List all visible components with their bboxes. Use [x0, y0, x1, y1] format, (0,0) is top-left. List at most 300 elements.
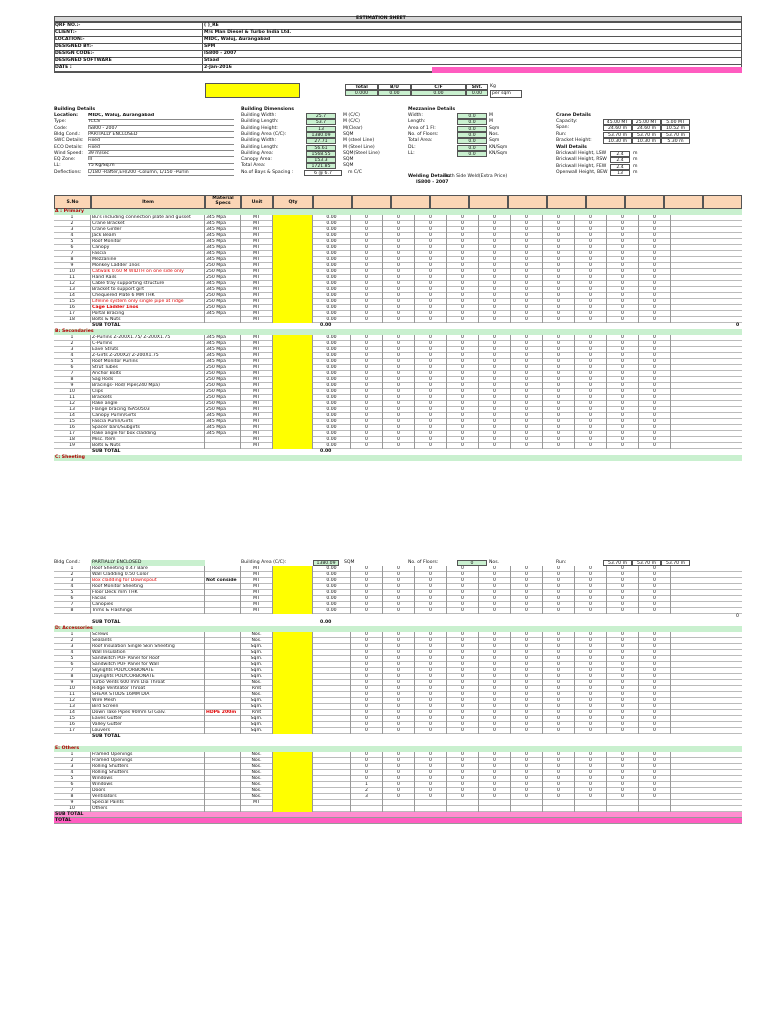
- row-zero-cell: 0: [575, 245, 607, 251]
- subtotal-label: SUB TOTAL: [92, 449, 121, 454]
- row-material: 250 Mpa: [205, 275, 241, 281]
- row-zero-cell: 0: [415, 686, 447, 692]
- row-zero-cell: 0: [575, 794, 607, 800]
- row-zero-cell: 0: [415, 680, 447, 686]
- row-zero-cell: 0: [639, 656, 671, 662]
- row-unit: Sqm.: [241, 650, 273, 656]
- row-zero-cell: 0: [447, 239, 479, 245]
- row-zero-cell: 0: [575, 644, 607, 650]
- row-zero-cell: 0: [351, 419, 383, 425]
- row-value: 0.00: [313, 269, 351, 275]
- row-zero-cell: 0: [479, 680, 511, 686]
- row-zero-cell: 0: [383, 233, 415, 239]
- row-zero-cell: 0: [543, 407, 575, 413]
- row-zero-cell: 0: [607, 770, 639, 776]
- row-zero-cell: 0: [639, 443, 671, 449]
- row-zero-cell: 0: [479, 632, 511, 638]
- row-zero-cell: 0: [479, 275, 511, 281]
- row-unit: Sqm.: [241, 674, 273, 680]
- row-zero-cell: 0: [639, 752, 671, 758]
- row-zero-cell: 0: [511, 674, 543, 680]
- row-number: 18: [54, 437, 91, 443]
- row-zero-cell: 0: [479, 437, 511, 443]
- final-subtotal-label: SUB TOTAL: [55, 812, 84, 817]
- row-value: 0.00: [313, 221, 351, 227]
- row-zero-cell: 0: [351, 710, 383, 716]
- row-zero-cell: 0: [639, 437, 671, 443]
- row-zero-cell: 0: [607, 632, 639, 638]
- row-zero-cell: 0: [383, 293, 415, 299]
- row-zero-cell: 0: [383, 281, 415, 287]
- mezzanine-value: 0.0: [457, 113, 487, 119]
- row-item: Bolts & Nuts: [91, 443, 205, 449]
- crane-label: Capacity:: [556, 119, 578, 124]
- header-value: SPM: [204, 44, 216, 49]
- row-zero-cell: 0: [351, 239, 383, 245]
- row-zero-cell: 0: [607, 263, 639, 269]
- row-number: 7: [54, 251, 91, 257]
- row-zero-cell: 0: [479, 305, 511, 311]
- row-zero-cell: 0: [511, 251, 543, 257]
- row-value: 0.00: [313, 317, 351, 323]
- row-zero-cell: 0: [383, 764, 415, 770]
- row-number: 2: [54, 221, 91, 227]
- row-zero-cell: 0: [415, 371, 447, 377]
- row-zero-cell: 0: [607, 245, 639, 251]
- row-zero-cell: 0: [351, 341, 383, 347]
- totals-header: C/F: [411, 84, 466, 90]
- mezzanine-unit: M: [489, 113, 493, 118]
- row-zero-cell: 0: [383, 407, 415, 413]
- row-zero-cell: 1: [351, 782, 383, 788]
- row-zero-cell: 0: [447, 602, 479, 608]
- row-zero-cell: 0: [607, 710, 639, 716]
- row-material: 345 Mpa: [205, 335, 241, 341]
- row-zero-cell: 0: [415, 377, 447, 383]
- row-zero-cell: 0: [479, 572, 511, 578]
- row-zero-cell: 0: [575, 788, 607, 794]
- row-material: 345 Mpa: [205, 425, 241, 431]
- row-item: Z-Girts Z-200X2/ Z-200X1.75: [91, 353, 205, 359]
- row-unit: Nos.: [241, 788, 273, 794]
- table-header-extra-cell: [586, 195, 625, 209]
- row-zero-cell: 0: [511, 704, 543, 710]
- building-detail-value: Fixed: [88, 138, 234, 145]
- mezzanine-value: 0.0: [457, 151, 487, 157]
- row-zero-cell: 0: [447, 341, 479, 347]
- row-number: 7: [54, 788, 91, 794]
- row-zero-cell: 0: [447, 305, 479, 311]
- row-material: 250 Mpa: [205, 263, 241, 269]
- row-zero-cell: 0: [607, 698, 639, 704]
- row-zero-cell: 0: [639, 365, 671, 371]
- row-number: 17: [54, 311, 91, 317]
- row-zero-cell: 0: [543, 680, 575, 686]
- row-unit: MT: [241, 443, 273, 449]
- wall-value: 13: [610, 170, 630, 176]
- row-zero-cell: 0: [479, 716, 511, 722]
- row-zero-cell: 0: [639, 257, 671, 263]
- row-zero-cell: 0: [511, 680, 543, 686]
- row-zero-cell: 0: [639, 596, 671, 602]
- row-zero-cell: 0: [511, 443, 543, 449]
- row-zero-cell: 0: [351, 686, 383, 692]
- row-zero-cell: 0: [607, 578, 639, 584]
- row-zero-cell: 0: [543, 662, 575, 668]
- row-zero-cell: 0: [383, 383, 415, 389]
- row-zero-cell: 0: [351, 590, 383, 596]
- row-unit: MT: [241, 215, 273, 221]
- row-zero-cell: 0: [415, 317, 447, 323]
- row-zero-cell: 0: [511, 698, 543, 704]
- row-item: Wall Insulation: [91, 650, 205, 656]
- row-zero-cell: 0: [575, 722, 607, 728]
- row-zero-cell: 0: [511, 710, 543, 716]
- row-zero-cell: 0: [447, 281, 479, 287]
- row-zero-cell: 0: [351, 431, 383, 437]
- row-number: 1: [54, 215, 91, 221]
- row-zero-cell: 0: [607, 257, 639, 263]
- row-zero-cell: 0: [543, 644, 575, 650]
- row-item: Rolling Shutters: [91, 770, 205, 776]
- row-zero-cell: 0: [447, 419, 479, 425]
- row-zero-cell: 0: [607, 572, 639, 578]
- row-item: Roof Sheeting 0.47 Bare: [91, 566, 205, 572]
- row-zero-cell: 0: [511, 269, 543, 275]
- row-qty: [273, 317, 313, 323]
- dimension-label: Building Width:: [241, 113, 276, 118]
- row-zero-cell: 0: [607, 269, 639, 275]
- row-zero-cell: 0: [479, 752, 511, 758]
- row-unit: Nos.: [241, 638, 273, 644]
- row-zero-cell: 0: [543, 602, 575, 608]
- row-unit: MT: [241, 425, 273, 431]
- dimension-value: 13: [306, 126, 336, 132]
- row-unit: Rmt: [241, 686, 273, 692]
- row-zero-cell: 0: [607, 413, 639, 419]
- row-zero-cell: 0: [447, 566, 479, 572]
- row-number: 5: [54, 359, 91, 365]
- row-zero-cell: 0: [607, 782, 639, 788]
- row-item: Bracings- Rod/ Pipe(240 Mpa): [91, 383, 205, 389]
- row-zero-cell: 0: [415, 698, 447, 704]
- row-item: Sandwitch PUF Panel for Wall: [91, 662, 205, 668]
- row-zero-cell: 0: [543, 752, 575, 758]
- row-zero-cell: 0: [383, 650, 415, 656]
- row-zero-cell: 0: [607, 251, 639, 257]
- row-zero-cell: 0: [511, 317, 543, 323]
- row-number: 4: [54, 233, 91, 239]
- row-zero-cell: 0: [511, 413, 543, 419]
- wall-label: Brickwall Height, RSW: [556, 157, 607, 163]
- row-number: 17: [54, 431, 91, 437]
- row-zero-cell: 0: [543, 239, 575, 245]
- row-zero-cell: 0: [447, 680, 479, 686]
- mezzanine-value: 0.0: [457, 138, 487, 144]
- row-zero-cell: 0: [575, 650, 607, 656]
- row-zero-cell: 0: [383, 638, 415, 644]
- row-item: Crane Girder: [91, 227, 205, 233]
- section-title: A : Primary: [54, 209, 742, 215]
- row-zero-cell: 0: [351, 608, 383, 614]
- building-detail-value: III: [88, 157, 234, 164]
- row-zero-cell: 0: [543, 299, 575, 305]
- row-zero-cell: 0: [543, 335, 575, 341]
- row-zero-cell: 0: [511, 215, 543, 221]
- row-zero-cell: 0: [351, 770, 383, 776]
- table-header-extra-cell: [664, 195, 703, 209]
- row-zero-cell: 0: [575, 578, 607, 584]
- row-zero-cell: 0: [607, 704, 639, 710]
- row-zero-cell: 0: [543, 437, 575, 443]
- dimension-value: 1380.09: [306, 132, 336, 138]
- row-zero-cell: 0: [511, 668, 543, 674]
- row-value: 0.00: [313, 263, 351, 269]
- row-value: 0.00: [313, 437, 351, 443]
- mezzanine-label: Width:: [408, 113, 423, 118]
- row-value: 0.00: [313, 566, 351, 572]
- row-number: 13: [54, 407, 91, 413]
- row-zero-cell: 0: [543, 221, 575, 227]
- row-zero-cell: 0: [383, 311, 415, 317]
- row-number: 13: [54, 704, 91, 710]
- row-zero-cell: 0: [639, 662, 671, 668]
- dimension-label: No.of Bays & Spacing :: [241, 169, 294, 175]
- row-zero-cell: 0: [639, 788, 671, 794]
- row-zero-cell: 2: [351, 788, 383, 794]
- row-zero-cell: 0: [543, 572, 575, 578]
- row-zero-cell: 0: [639, 638, 671, 644]
- wall-value: 2.4: [610, 164, 630, 170]
- dimension-value: 27.71: [306, 138, 336, 144]
- row-zero-cell: 0: [511, 431, 543, 437]
- row-zero-cell: 0: [639, 395, 671, 401]
- row-unit: MT: [241, 335, 273, 341]
- row-zero-cell: 0: [607, 353, 639, 359]
- row-zero-cell: 0: [447, 776, 479, 782]
- row-zero-cell: 0: [383, 704, 415, 710]
- row-zero-cell: 0: [351, 758, 383, 764]
- row-zero-cell: 0: [383, 425, 415, 431]
- row-number: 2: [54, 572, 91, 578]
- row-zero-cell: 0: [447, 722, 479, 728]
- table-header-sno: S.No: [54, 195, 91, 209]
- row-zero-cell: 0: [575, 335, 607, 341]
- row-zero-cell: 0: [383, 341, 415, 347]
- row-material: 345 Mpa: [205, 251, 241, 257]
- row-zero-cell: 0: [479, 383, 511, 389]
- totals-unit-kg: Kg: [490, 84, 496, 89]
- row-zero-cell: 0: [575, 764, 607, 770]
- dimension-label: Building Length:: [241, 119, 279, 125]
- row-zero-cell: 0: [479, 431, 511, 437]
- row-number: 5: [54, 239, 91, 245]
- row-zero-cell: 0: [447, 431, 479, 437]
- row-zero-cell: 0: [543, 413, 575, 419]
- row-zero-cell: 0: [351, 674, 383, 680]
- row-zero-cell: 0: [351, 650, 383, 656]
- row-zero-cell: 0: [351, 245, 383, 251]
- row-item: Jack Beam: [91, 233, 205, 239]
- row-zero-cell: 0: [415, 293, 447, 299]
- mezzanine-unit: KN/Sqm: [489, 144, 508, 150]
- row-zero-cell: 0: [543, 227, 575, 233]
- row-zero-cell: 0: [479, 656, 511, 662]
- row-item: Canopy: [91, 245, 205, 251]
- row-number: 4: [54, 770, 91, 776]
- row-zero-cell: 0: [447, 245, 479, 251]
- dimension-label: Building Area:: [241, 150, 274, 156]
- row-zero-cell: 0: [607, 431, 639, 437]
- row-zero-cell: 0: [607, 389, 639, 395]
- row-unit: MT: [241, 221, 273, 227]
- sheeting-subtotal-end: 0: [736, 614, 739, 619]
- row-item: Turbo Vents 600 mm Dia Throat: [91, 680, 205, 686]
- row-zero-cell: 0: [607, 299, 639, 305]
- dimension-unit: SQM: [343, 157, 354, 163]
- row-material: 250 Mpa: [205, 401, 241, 407]
- row-zero-cell: 0: [575, 584, 607, 590]
- row-number: 9: [54, 383, 91, 389]
- row-number: 15: [54, 716, 91, 722]
- building-detail-label: Code:: [54, 125, 68, 131]
- row-zero-cell: 0: [479, 662, 511, 668]
- row-zero-cell: 0: [543, 215, 575, 221]
- row-zero-cell: 0: [383, 716, 415, 722]
- row-zero-cell: 0: [479, 728, 511, 734]
- sheeting-run-value: 53.70 m: [632, 560, 661, 566]
- row-zero-cell: 0: [383, 299, 415, 305]
- row-value: 0.00: [313, 287, 351, 293]
- row-zero-cell: 0: [511, 341, 543, 347]
- row-zero-cell: 0: [351, 680, 383, 686]
- building-detail-value: PARTIALLY ENCLOSED: [88, 132, 234, 139]
- row-value: 0.00: [313, 572, 351, 578]
- section-d-title: D: Accessories: [54, 626, 742, 632]
- row-zero-cell: 0: [447, 443, 479, 449]
- dimension-label: Building Area (C/C):: [241, 131, 287, 137]
- row-unit: Sqm.: [241, 662, 273, 668]
- header-frame: [54, 22, 742, 73]
- row-item: Framed Openings: [91, 758, 205, 764]
- row-zero-cell: 0: [543, 251, 575, 257]
- row-zero-cell: 0: [639, 269, 671, 275]
- header-value: MIDC, Waluj, Aurangabad: [204, 37, 271, 42]
- row-zero-cell: 0: [351, 578, 383, 584]
- row-value: 0.00: [313, 335, 351, 341]
- row-zero-cell: 0: [479, 776, 511, 782]
- row-zero-cell: 0: [383, 722, 415, 728]
- row-zero-cell: 0: [479, 395, 511, 401]
- wall-label: Openwall Height, BEW: [556, 169, 608, 175]
- row-zero-cell: 0: [415, 578, 447, 584]
- row-zero-cell: 0: [543, 758, 575, 764]
- row-zero-cell: 0: [383, 251, 415, 257]
- row-number: 3: [54, 578, 91, 584]
- row-zero-cell: 0: [607, 401, 639, 407]
- row-zero-cell: 0: [575, 431, 607, 437]
- row-zero-cell: 0: [543, 365, 575, 371]
- row-zero-cell: 0: [511, 311, 543, 317]
- row-zero-cell: 0: [607, 776, 639, 782]
- wall-heading: Wall Details: [556, 145, 587, 150]
- sheeting-subtotal-value: 0.00: [320, 620, 332, 625]
- row-zero-cell: 0: [415, 596, 447, 602]
- header-label: QRF NO.:-: [55, 23, 81, 28]
- dimension-value: 53.7: [306, 119, 336, 125]
- row-zero-cell: 0: [511, 632, 543, 638]
- row-zero-cell: 0: [639, 578, 671, 584]
- row-zero-cell: 0: [607, 716, 639, 722]
- row-unit: MT: [241, 419, 273, 425]
- row-zero-cell: 0: [543, 359, 575, 365]
- row-zero-cell: 0: [415, 347, 447, 353]
- row-zero-cell: 0: [639, 389, 671, 395]
- row-unit: Nos.: [241, 632, 273, 638]
- row-zero-cell: 0: [415, 674, 447, 680]
- row-zero-cell: 0: [479, 389, 511, 395]
- row-zero-cell: 0: [607, 680, 639, 686]
- row-zero-cell: 0: [543, 293, 575, 299]
- row-zero-cell: 0: [479, 293, 511, 299]
- row-zero-cell: 0: [351, 227, 383, 233]
- row-zero-cell: 0: [415, 419, 447, 425]
- row-zero-cell: 0: [543, 638, 575, 644]
- row-number: 1: [54, 335, 91, 341]
- row-zero-cell: 0: [639, 794, 671, 800]
- mezzanine-label: No. of Floors:: [408, 131, 439, 137]
- row-zero-cell: 0: [415, 572, 447, 578]
- row-zero-cell: 0: [383, 353, 415, 359]
- row-zero-cell: 0: [639, 287, 671, 293]
- row-unit: MT: [241, 353, 273, 359]
- building-detail-label: Type:: [54, 119, 67, 125]
- mezzanine-label: Length:: [408, 119, 426, 125]
- row-number: 14: [54, 293, 91, 299]
- row-value: 0.00: [313, 233, 351, 239]
- row-value: 0.00: [313, 395, 351, 401]
- row-zero-cell: 0: [543, 443, 575, 449]
- row-zero-cell: 0: [607, 437, 639, 443]
- row-zero-cell: 0: [511, 419, 543, 425]
- row-zero-cell: 0: [511, 389, 543, 395]
- row-item: Louvers: [91, 728, 205, 734]
- row-zero-cell: 0: [383, 371, 415, 377]
- row-value: 0.00: [313, 293, 351, 299]
- row-zero-cell: 0: [479, 413, 511, 419]
- row-zero-cell: 0: [415, 638, 447, 644]
- row-zero-cell: 0: [543, 782, 575, 788]
- row-zero-cell: 0: [383, 431, 415, 437]
- row-zero-cell: 0: [415, 656, 447, 662]
- row-number: 8: [54, 377, 91, 383]
- row-unit: Nos.: [241, 764, 273, 770]
- row-zero-cell: 0: [575, 698, 607, 704]
- mezzanine-label: LL:: [408, 150, 415, 156]
- row-zero-cell: 0: [575, 419, 607, 425]
- row-zero-cell: 0: [479, 566, 511, 572]
- row-zero-cell: 0: [639, 425, 671, 431]
- row-item: Eave Struts: [91, 347, 205, 353]
- row-zero-cell: 0: [447, 371, 479, 377]
- row-qty: [273, 608, 313, 614]
- row-zero-cell: 0: [607, 419, 639, 425]
- row-zero-cell: 0: [511, 752, 543, 758]
- row-zero-cell: 0: [511, 722, 543, 728]
- row-number: 10: [54, 806, 91, 812]
- row-zero-cell: 0: [447, 698, 479, 704]
- mezzanine-value: 0.0: [457, 126, 487, 132]
